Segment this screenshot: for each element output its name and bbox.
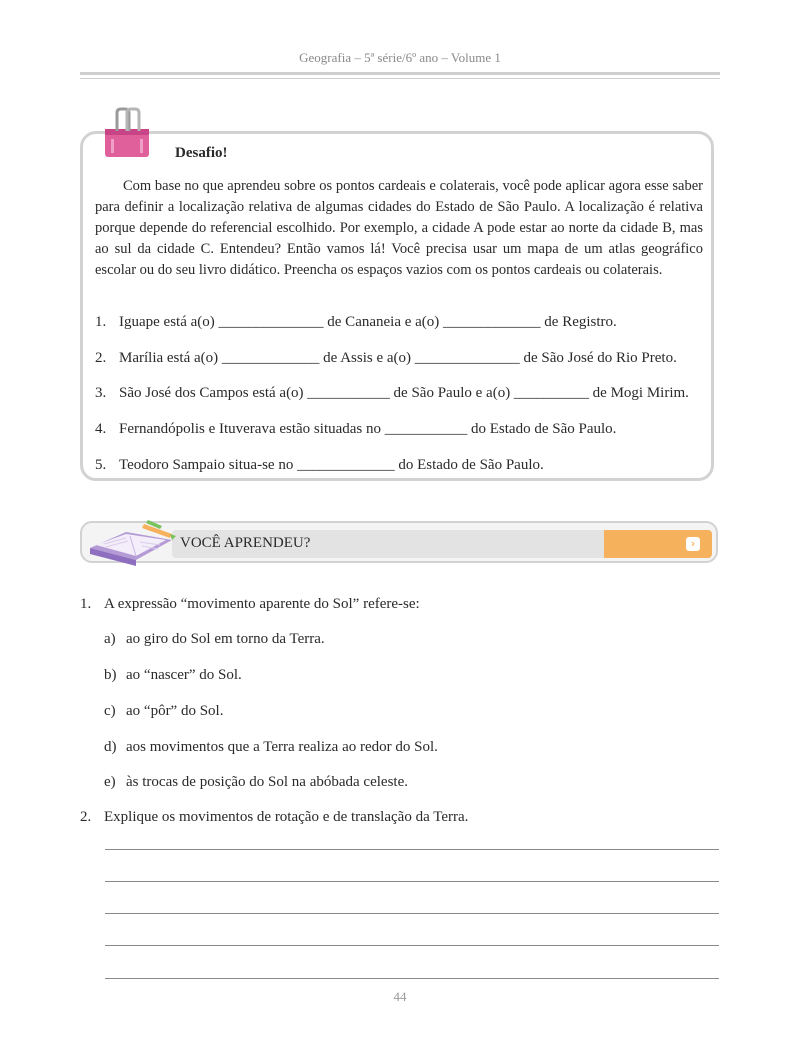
answer-line[interactable] [105, 913, 719, 914]
option-letter: a) [104, 631, 116, 647]
option-e[interactable] [104, 774, 408, 791]
option-letter: d) [104, 739, 117, 755]
question-text: A expressão “movimento aparente do Sol” refere-se: [104, 596, 420, 612]
challenge-title: Desafio! [175, 145, 228, 161]
book-icon [86, 518, 176, 568]
item-text: Fernandópolis e Ituverava estão situadas no ___________ do Estado de São Paulo. [119, 421, 617, 437]
question-number: 1. [80, 596, 92, 612]
item-text: Iguape está a(o) ______________ de Cananeia e a(o) _____________ de Registro. [119, 314, 617, 330]
item-number: 2. [95, 350, 107, 366]
option-d[interactable] [104, 739, 438, 756]
list-item [95, 385, 689, 402]
page-number: 44 [393, 989, 407, 1004]
item-text: Marília está a(o) _____________ de Assis e a(o) ______________ de São José do Rio Preto. [119, 350, 677, 366]
item-number: 3. [95, 385, 107, 401]
list-item [95, 314, 617, 331]
option-text: às trocas de posição do Sol na abóbada celeste. [126, 774, 408, 790]
option-text: aos movimentos que a Terra realiza ao redor do Sol. [126, 739, 438, 755]
section-title: VOCÊ APRENDEU? [180, 535, 311, 551]
option-c[interactable] [104, 703, 223, 720]
question-2 [80, 809, 468, 826]
item-text: São José dos Campos está a(o) ___________ de São Paulo e a(o) __________ de Mogi Mirim. [119, 385, 689, 401]
answer-line[interactable] [105, 978, 719, 979]
list-item [95, 457, 544, 474]
challenge-instructions: Com base no que aprendeu sobre os pontos cardeais e colaterais, você pode aplicar agora esse saber para definir a localização relativa de algumas cidades do Estado de São Paulo. A localização é relativa porque depende do referencial escolhido. Por exemplo, a cidade A pode estar ao norte da cidade B, mas ao sul da cidade C. Entendeu? Então vamos lá! Você precisa usar um mapa de um atlas geográfico escolar ou do seu livro didático. Preencha os espaços vazios com os pontos cardeais ou colaterais. [95, 178, 703, 278]
chevron-right-icon[interactable]: › [686, 537, 700, 551]
option-a[interactable] [104, 631, 325, 648]
option-b[interactable] [104, 667, 242, 684]
question-number: 2. [80, 809, 92, 825]
question-1 [80, 596, 420, 613]
answer-line[interactable] [105, 881, 719, 882]
list-item [95, 421, 616, 438]
item-number: 5. [95, 457, 107, 473]
option-letter: b) [104, 667, 117, 683]
answer-line[interactable] [105, 849, 719, 850]
list-item [95, 350, 677, 367]
option-text: ao “nascer” do Sol. [126, 667, 242, 683]
item-text: Teodoro Sampaio situa-se no _____________ do Estado de São Paulo. [119, 457, 544, 473]
running-header: Geografia – 5ª série/6º ano – Volume 1 [299, 50, 501, 65]
item-number: 1. [95, 314, 107, 330]
option-text: ao giro do Sol em torno da Terra. [126, 631, 325, 647]
option-letter: c) [104, 703, 116, 719]
question-text: Explique os movimentos de rotação e de translação da Terra. [104, 809, 469, 825]
binder-clip-icon [103, 107, 151, 159]
answer-line[interactable] [105, 945, 719, 946]
item-number: 4. [95, 421, 107, 437]
option-text: ao “pôr” do Sol. [126, 703, 224, 719]
header-divider [80, 72, 720, 79]
option-letter: e) [104, 774, 116, 790]
